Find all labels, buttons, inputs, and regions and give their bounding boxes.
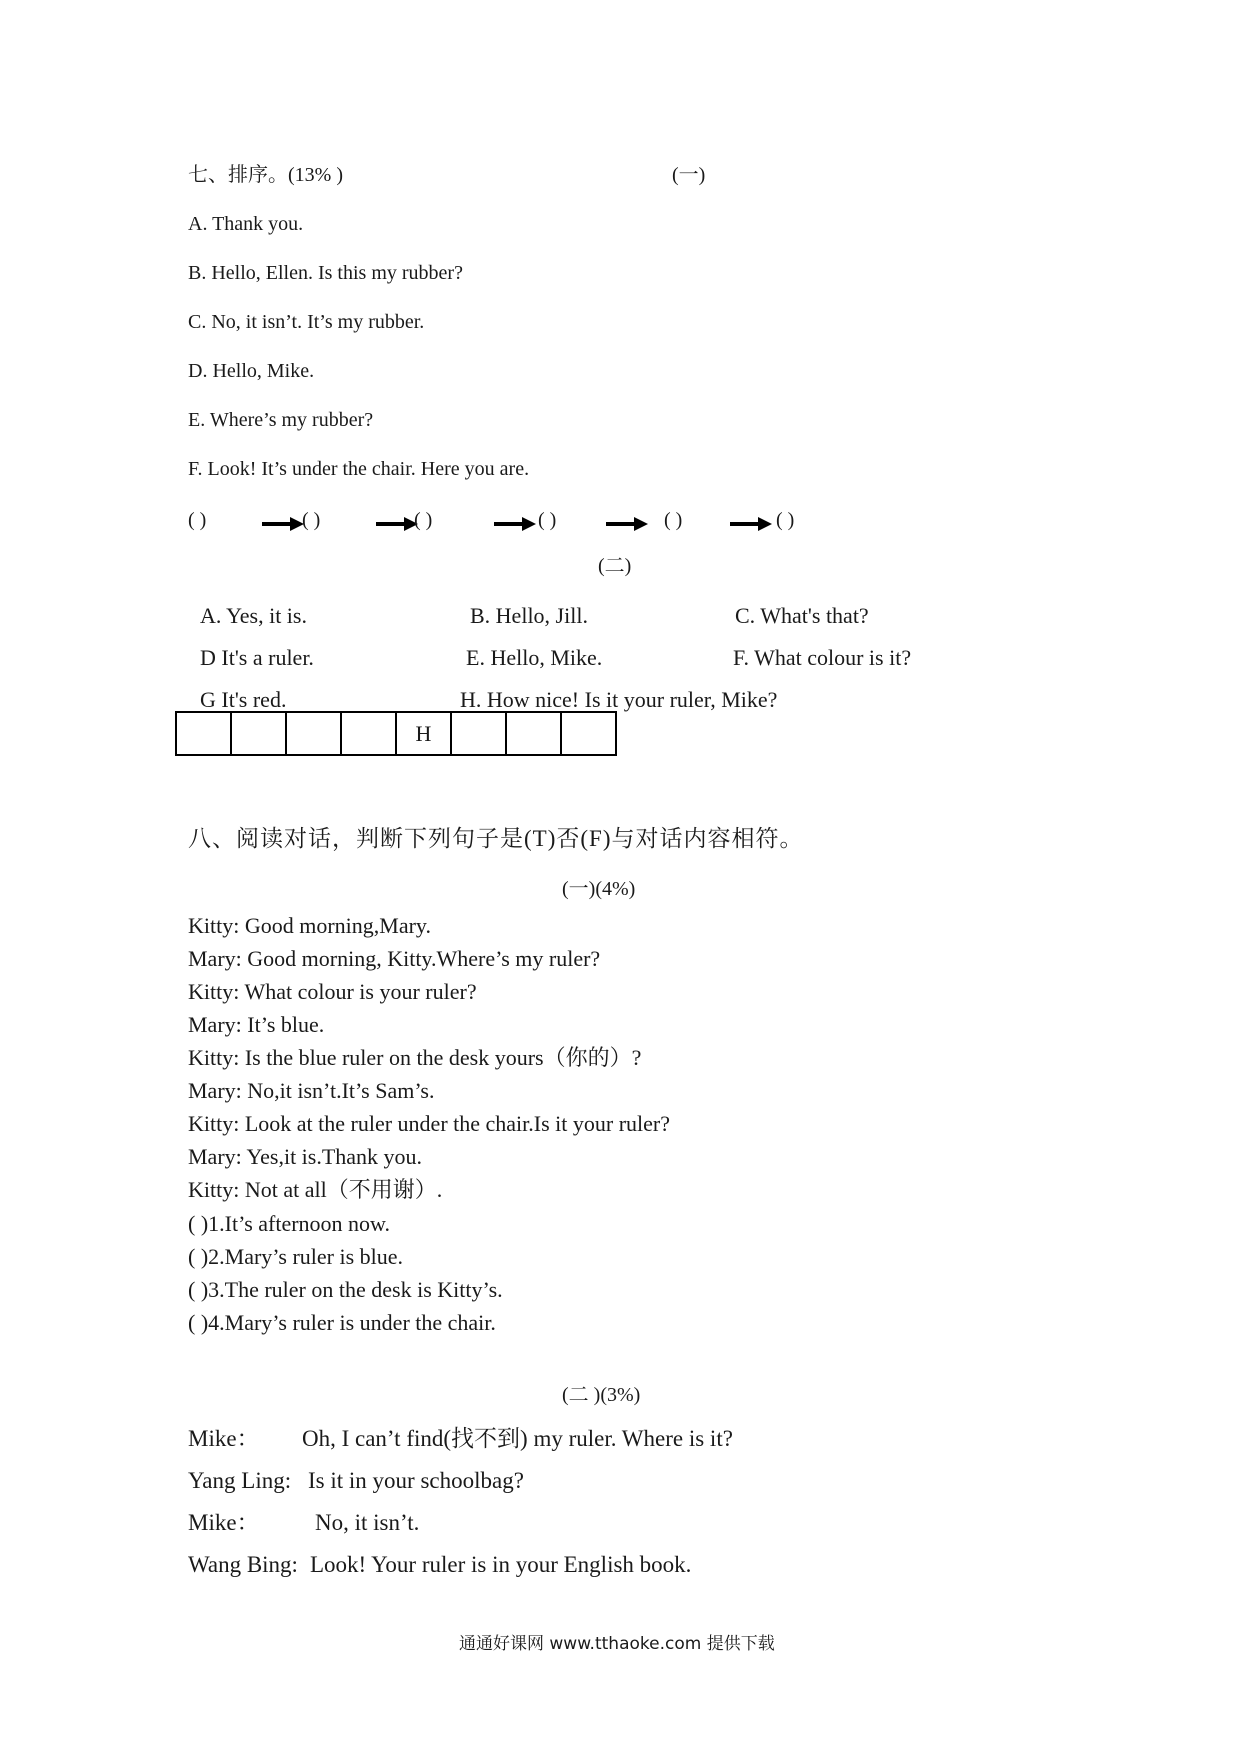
dialogue-1-line-9: Kitty: Not at all（不用谢）. bbox=[188, 1177, 443, 1202]
answer-cell-6[interactable] bbox=[451, 712, 506, 755]
dialogue-2-speaker-4: Wang Bing: bbox=[188, 1552, 298, 1577]
option-a: A. Yes, it is. bbox=[200, 603, 307, 628]
dialogue-2-line-1: Oh, I can’t find(找不到) my ruler. Where is it? bbox=[302, 1426, 733, 1451]
arrow-right-icon bbox=[606, 517, 648, 531]
option-f: F. What colour is it? bbox=[733, 645, 912, 670]
dialogue-1-line-4: Mary: It’s blue. bbox=[188, 1012, 325, 1037]
answer-cell-7[interactable] bbox=[506, 712, 561, 755]
answer-cell-4[interactable] bbox=[341, 712, 396, 755]
dialogue-1-line-7: Kitty: Look at the ruler under the chair.Is it your ruler? bbox=[188, 1111, 671, 1136]
sentence-c: C. No, it isn’t. It’s my rubber. bbox=[188, 311, 425, 333]
answer-cell-2[interactable] bbox=[231, 712, 286, 755]
option-d: D It's a ruler. bbox=[200, 645, 314, 670]
order-blank-1[interactable]: ( ) bbox=[188, 509, 207, 531]
arrow-right-icon bbox=[730, 517, 772, 531]
footer-credit: 通通好课网 www.tthaoke.com 提供下载 bbox=[459, 1634, 775, 1654]
arrow-right-icon bbox=[494, 517, 536, 531]
dialogue-2-speaker-3: Mike： bbox=[188, 1510, 260, 1535]
order-blank-5[interactable]: ( ) bbox=[664, 509, 683, 531]
option-c: C. What's that? bbox=[735, 603, 869, 628]
section-7-part-2-label: (二) bbox=[598, 555, 632, 577]
answer-cell-1[interactable] bbox=[176, 712, 231, 755]
sentence-a: A. Thank you. bbox=[188, 213, 304, 235]
dialogue-1-line-1: Kitty: Good morning,Mary. bbox=[188, 913, 431, 938]
dialogue-1-line-3: Kitty: What colour is your ruler? bbox=[188, 979, 477, 1004]
section-8-title: 八、阅读对话，判断下列句子是(T)否(F)与对话内容相符。 bbox=[188, 826, 804, 851]
section-8-part-2-label: (二 )(3%) bbox=[562, 1384, 641, 1406]
section-7-part-1-label: (一) bbox=[672, 164, 706, 186]
dialogue-1-line-2: Mary: Good morning, Kitty.Where’s my ruler? bbox=[188, 946, 601, 971]
answer-cell-3[interactable] bbox=[286, 712, 341, 755]
option-b: B. Hello, Jill. bbox=[470, 603, 588, 628]
answer-cell-8[interactable] bbox=[561, 712, 616, 755]
dialogue-2-line-2: Is it in your schoolbag? bbox=[308, 1468, 524, 1493]
sentence-e: E. Where’s my rubber? bbox=[188, 409, 374, 431]
dialogue-1-line-5: Kitty: Is the blue ruler on the desk yours（你的）? bbox=[188, 1045, 642, 1070]
section-7-title: 七、排序。(13% ) bbox=[188, 164, 343, 186]
dialogue-2-line-3: No, it isn’t. bbox=[315, 1510, 420, 1535]
arrow-right-icon bbox=[262, 517, 304, 531]
dialogue-1-line-8: Mary: Yes,it is.Thank you. bbox=[188, 1144, 423, 1169]
sentence-b: B. Hello, Ellen. Is this my rubber? bbox=[188, 262, 463, 284]
answer-cell-5[interactable]: H bbox=[396, 712, 451, 755]
tf-question-2: ( )2.Mary’s ruler is blue. bbox=[188, 1244, 404, 1269]
dialogue-1-line-6: Mary: No,it isn’t.It’s Sam’s. bbox=[188, 1078, 435, 1103]
answer-grid bbox=[175, 711, 617, 756]
tf-question-4: ( )4.Mary’s ruler is under the chair. bbox=[188, 1310, 496, 1335]
arrow-right-icon bbox=[376, 517, 418, 531]
order-blank-2[interactable]: ( ) bbox=[302, 509, 321, 531]
order-blank-6[interactable]: ( ) bbox=[776, 509, 795, 531]
dialogue-2-speaker-1: Mike： bbox=[188, 1426, 260, 1451]
option-h: H. How nice! Is it your ruler, Mike? bbox=[460, 687, 778, 712]
option-e: E. Hello, Mike. bbox=[466, 645, 603, 670]
tf-question-1: ( )1.It’s afternoon now. bbox=[188, 1211, 391, 1236]
sentence-f: F. Look! It’s under the chair. Here you are. bbox=[188, 458, 530, 480]
option-g: G It's red. bbox=[200, 687, 287, 712]
dialogue-2-speaker-2: Yang Ling: bbox=[188, 1468, 292, 1493]
order-blank-4[interactable]: ( ) bbox=[538, 509, 557, 531]
tf-question-3: ( )3.The ruler on the desk is Kitty’s. bbox=[188, 1277, 503, 1302]
sentence-d: D. Hello, Mike. bbox=[188, 360, 315, 382]
order-blank-3[interactable]: ( ) bbox=[414, 509, 433, 531]
section-8-part-1-label: (一)(4%) bbox=[562, 878, 636, 900]
dialogue-2-line-4: Look! Your ruler is in your English book. bbox=[310, 1552, 692, 1577]
